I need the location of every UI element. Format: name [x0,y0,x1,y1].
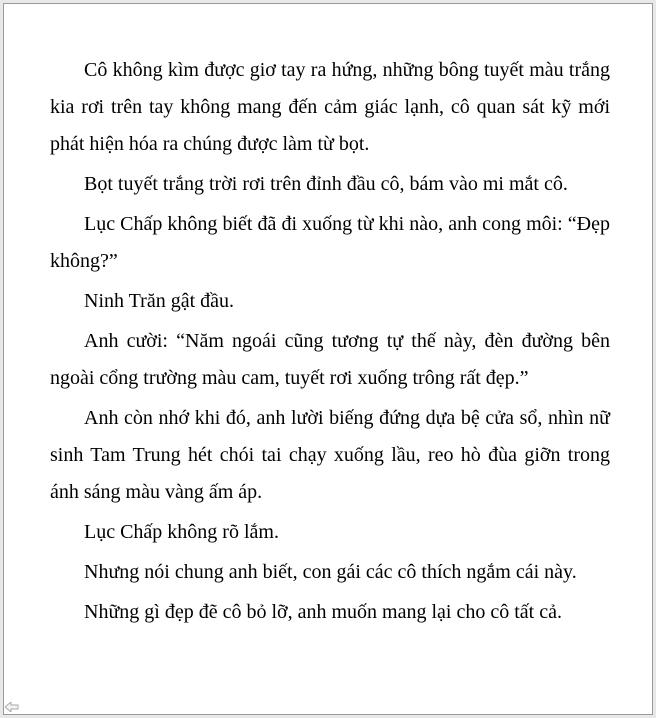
arrow-left-icon [5,702,19,712]
paragraph: Lục Chấp không rõ lắm. [84,521,279,543]
paragraph: Nhưng nói chung anh biết, con gái các cô thích ngắm cái này. [84,561,577,583]
paragraph: Những gì đẹp đẽ cô bỏ lỡ, anh muốn mang lại cho cô tất cả. [84,601,562,623]
paragraph: Lục Chấp không biết đã đi xuống từ khi nào, anh cong môi: “Đẹp không?” [50,213,610,272]
paragraph: Bọt tuyết trắng trời rơi trên đỉnh đầu cô, bám vào mi mắt cô. [84,173,568,195]
paragraph: Anh còn nhớ khi đó, anh lười biếng đứng dựa bệ cửa sổ, nhìn nữ sinh Tam Trung hét chói tai chạy xuống lầu, reo hò đùa giỡn trong ánh sáng màu vàng ấm áp. [50,407,610,503]
paragraph: Ninh Trăn gật đầu. [84,290,234,312]
paragraph: Anh cười: “Năm ngoái cũng tương tự thế này, đèn đường bên ngoài cổng trường màu cam, tuyết rơi xuống trông rất đẹp.” [50,330,610,389]
document-body [50,52,610,631]
document-page [3,3,653,715]
paragraph: Cô không kìm được giơ tay ra hứng, những bông tuyết màu trắng kia rơi trên tay không mang đến cảm giác lạnh, cô quan sát kỹ mới phát hiện hóa ra chúng được làm từ bọt. [50,59,610,155]
